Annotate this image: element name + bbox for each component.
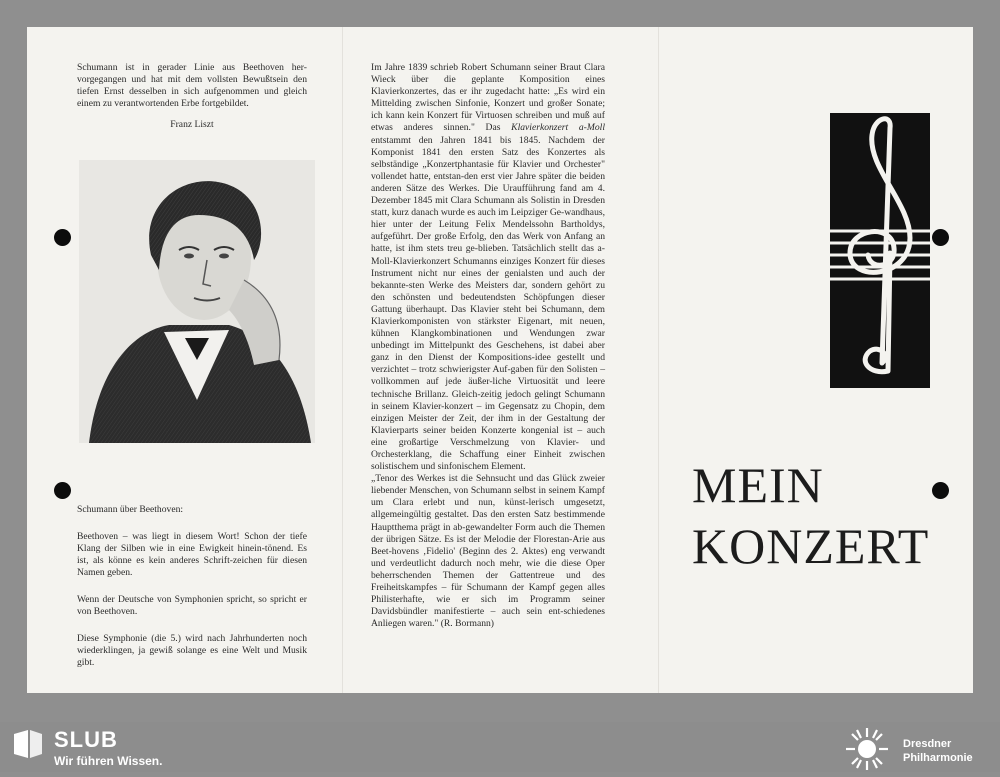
orchestra-name-line1: Dresdner	[903, 738, 952, 750]
liszt-quote	[77, 62, 307, 131]
article-text: Im Jahre 1839 schrieb Robert Schumann seiner Braut Clara Wieck über die geplante Komposition eines Klavierkonzertes, das er ihr zugedacht hatte: „Es wird ein Mittelding zwischen Sinfonie, Konzert und großer Sonate; ich kann kein Konzert für Virtuosen schreiben und muß auf etwas anderes sinnen." Das	[371, 62, 605, 134]
beethoven-paragraph-1: Beethoven – was liegt in diesem Wort! Schon der tiefe Klang der Silben wie in eine Ewigkeit hinein-tönend. Es ist, als könne es kein anderes Schrift-zeichen für diesen Namen geben.	[77, 531, 307, 579]
schumann-portrait	[79, 160, 315, 443]
fold-line-right	[658, 27, 659, 693]
treble-clef-emblem	[830, 113, 930, 388]
beethoven-paragraph-2: Wenn der Deutsche von Symphonien spricht, so spricht er von Beethoven.	[77, 594, 307, 618]
article-text: entstammt den Jahren 1841 bis 1845. Nachdem der Komponist 1841 den ersten Satz des Konzertes als selbständige „Konzertphantasie für Klavier und Orchester" vollendet hatte, entstan-den erst vier Jahre später die beiden anderen Sätze des Werkes. Die Uraufführung fand am 4. Dezember 1845 mit Clara Schumann als Solistin in Dresden statt, kurz danach wurde es auch im Leipziger Ge-wandhaus, hier unter der Leitung Felix Mendelssohn Bartholdys, aufgeführt. Der große Erfolg, den das Werk von Anfang an hatte, ist ihm stets treu ge-blieben. Tatsächlich stellt das a-Moll-Klavierkonzert Schumanns einziges Konzert für dieses Instrument nicht nur eines der genialsten und auch der bekannte-sten Werke des Meisters dar, sondern gehört zu den schönsten und bedeutendsten Schöpfungen dieser Gattung überhaupt. Das Klavier steht bei Schumann, dem Klavierkomponisten von stärkster Eigenart, mit neuen, kühnen Klangkombinationen und Wendungen zwar unbedingt im Mittelpunkt des Geschehens, ist dabei aber ganz in den Dienst der Kompositions-idee gestellt und verzichtet – trotz schwierigster Auf-gaben für den Solisten – vollkommen auf jede äußer-liche Virtuosität und leere technische Brillanz. Gleich-zeitig jedoch gelingt Schumann in seinem Klavier-konzert – im Gegensatz zu Chopin, dem einzigen Meister der Zeit, der ihm in der Gestaltung der Klavierparts seiner beiden Konzerte kongenial ist – auch eine großartige Verschmelzung von Klavier- und Orchesterklang, die Schaffung einer Einheit zwischen solistischem und sinfonischem Element.	[371, 134, 605, 473]
treble-clef-icon	[850, 119, 910, 372]
punch-hole	[54, 482, 71, 499]
orchestra-name-line2: Philharmonie	[903, 752, 973, 764]
beethoven-paragraph-3: Diese Symphonie (die 5.) wird nach Jahrhunderten noch wiederklingen, ja gewiß solange es eine Welt und Musik gibt.	[77, 633, 307, 669]
slub-tagline: Wir führen Wissen.	[54, 754, 163, 768]
punch-hole	[932, 229, 949, 246]
punch-hole	[932, 482, 949, 499]
quote-author: Franz Liszt	[170, 119, 214, 131]
dresdner-philharmonie-logo-icon[interactable]	[844, 726, 890, 772]
slub-logo-icon[interactable]	[12, 728, 44, 760]
article-paragraph-2: „Tenor des Werkes ist die Sehnsucht und das Glück zweier liebender Menschen, von Schumann selbst in seinem Kampf um Clara erlebt und nun, künst-lerisch umgesetzt, allgemeingültig gestaltet. Das den ersten Satz bestimmende Hauptthema prägt in ab-gewandelter Form auch die Themen der übrigen Sätze. Es ist der Melodie der Florestan-Arie aus Beet-hovens ‚Fidelio' (Beginn des 2. Aktes) eng verwandt und verdeutlicht dadurch noch mehr, wie die diese Oper beherrschenden Themen der Gattentreue und des Freiheitskampfes – für Schumann der Kampf gegen alles Philisterhafte, wie er sich im Programm seiner Davidsbündler manifestierte – auch sein ent-schiedenes Anliegen waren." (R. Bormann)	[371, 473, 605, 630]
cover-title-line2: KONZERT	[692, 518, 930, 574]
concerto-article	[371, 62, 605, 630]
work-title: Klavierkonzert a-Moll	[511, 122, 605, 134]
fold-line-left	[342, 27, 343, 693]
quote-text: Schumann ist in gerader Linie aus Beethoven her-vorgegangen und hat mit dem vollsten Bewußtsein den tiefen Ernst desselben in sich aufgenommen und gleich einem zu verantwortenden Erbe fortgebildet.	[77, 62, 307, 110]
beethoven-heading: Schumann über Beethoven:	[77, 504, 184, 515]
article-paragraph-1	[371, 62, 605, 473]
slub-wordmark[interactable]: SLUB	[54, 727, 118, 752]
punch-hole	[54, 229, 71, 246]
cover-title-line1: MEIN	[692, 457, 824, 513]
